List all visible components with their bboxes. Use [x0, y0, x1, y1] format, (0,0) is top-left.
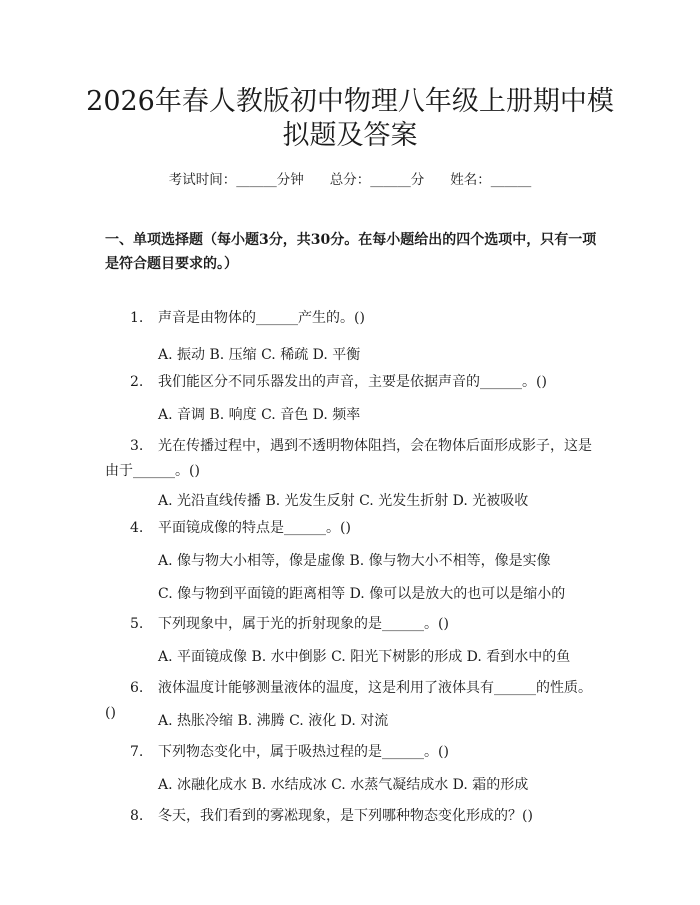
question-options: A. 振动 B. 压缩 C. 稀疏 D. 平衡	[158, 347, 361, 363]
question-item	[105, 804, 600, 829]
question-item	[105, 370, 600, 395]
student-name-field: 姓名：______	[450, 172, 532, 188]
question-number: 8.	[130, 808, 144, 824]
document-title-line1: 2026年春人教版初中物理八年级上册期中模	[86, 86, 614, 117]
question-text: 平面镜成像的特点是______。()	[158, 520, 351, 536]
question-number: 2.	[130, 374, 144, 390]
question-item	[105, 434, 600, 484]
question-options: A. 像与物大小相等，像是虚像 B. 像与物大小不相等，像是实像	[158, 553, 551, 569]
question-options: A. 音调 B. 响度 C. 音色 D. 频率	[158, 407, 361, 423]
question-text: 声音是由物体的______产生的。()	[158, 310, 365, 326]
question-item	[105, 612, 600, 637]
question-text: 液体温度计能够测量液体的温度，这是利用了液体具有______的性质。()	[105, 680, 592, 721]
question-number: 4.	[130, 520, 144, 536]
exam-time-field: 考试时间：______分钟	[168, 172, 304, 188]
question-options: A. 平面镜成像 B. 水中倒影 C. 阳光下树影的形成 D. 看到水中的鱼	[158, 649, 571, 665]
question-number: 7.	[130, 744, 144, 760]
exam-meta	[0, 168, 700, 188]
question-text: 我们能区分不同乐器发出的声音，主要是依据声音的______。()	[158, 374, 547, 390]
question-options: C. 像与物到平面镜的距离相等 D. 像可以是放大的也可以是缩小的	[158, 586, 566, 602]
question-number: 6.	[130, 680, 144, 696]
question-number: 1.	[130, 310, 144, 326]
question-options: A. 冰融化成水 B. 水结成冰 C. 水蒸气凝结成水 D. 霜的形成	[158, 777, 529, 793]
document-title-line2: 拟题及答案	[282, 120, 418, 151]
section-heading: 一、单项选择题（每小题3分，共30分。在每小题给出的四个选项中，只有一项是符合题目要求的。）	[105, 232, 597, 272]
question-item	[105, 740, 600, 765]
total-score-field: 总分：______分	[329, 172, 425, 188]
question-number: 3.	[130, 438, 144, 454]
question-text: 光在传播过程中，遇到不透明物体阻挡，会在物体后面形成影子，这是由于______。()	[105, 438, 592, 479]
question-number: 5.	[130, 616, 144, 632]
question-text: 下列现象中，属于光的折射现象的是______。()	[158, 616, 449, 632]
question-options: A. 光沿直线传播 B. 光发生反射 C. 光发生折射 D. 光被吸收	[158, 493, 529, 509]
question-item	[105, 306, 600, 331]
question-item	[105, 516, 600, 541]
question-options: A. 热胀冷缩 B. 沸腾 C. 液化 D. 对流	[158, 713, 389, 729]
question-text: 冬天，我们看到的雾凇现象，是下列哪种物态变化形成的？()	[158, 808, 533, 824]
question-text: 下列物态变化中，属于吸热过程的是______。()	[158, 744, 449, 760]
